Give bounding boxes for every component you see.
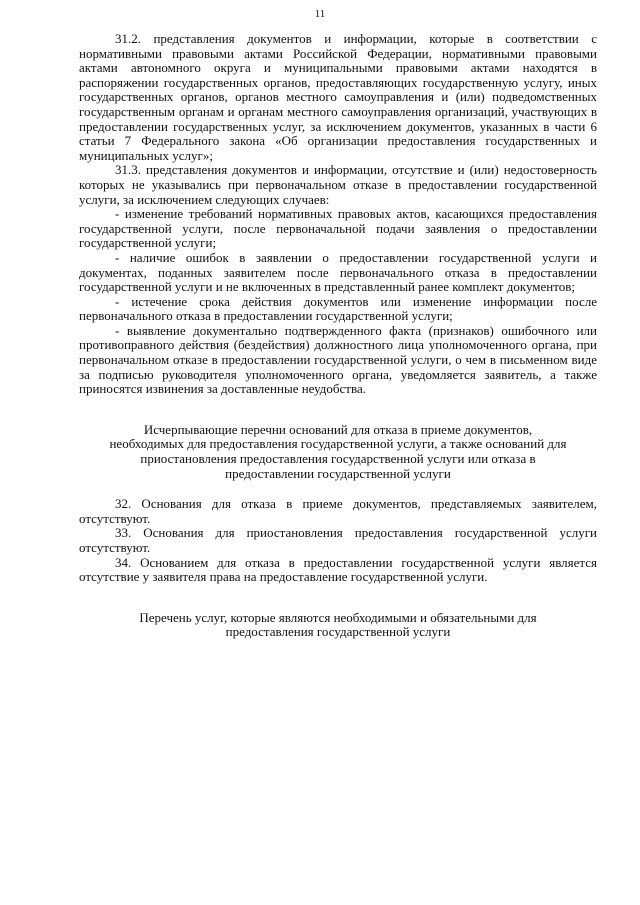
list-item: - наличие ошибок в заявлении о предоставлении государственной услуги и документах, поданных заявителем после первоначального отказа в предоставлении государственной услуги и не включенных в представленный ранее комплект документов; bbox=[79, 249, 597, 295]
section-heading-required-services bbox=[79, 611, 597, 640]
paragraph-34: 34. Основанием для отказа в предоставлении государственной услуги является отсутствие у заявителя права на предоставление государственной услуги. bbox=[79, 554, 597, 585]
list-item: - истечение срока действия документов или изменение информации после первоначального отказа в предоставлении государственной услуги; bbox=[79, 293, 597, 324]
heading-line: Исчерпывающие перечни оснований для отказа в приеме документов, bbox=[143, 421, 533, 437]
heading-line: предоставлении государственной услуги bbox=[225, 465, 451, 481]
paragraph-31-2: 31.2. представления документов и информации, которые в соответствии с нормативными правовыми актами Российской Федерации, нормативными правовыми актами автономного округа и муниципальными правовыми актами находятся в распоряжении государственных органов, предоставляющих государственную услугу, иных государственных органов, органов местного самоуправления и (или) подведомственных государственным органам и органам местного самоуправления организаций, участвующих в предоставлении государственных услуг, за исключением документов, указанных в части 6 статьи 7 Федерального закона «Об организации предоставления государственных и муниципальных услуг»; bbox=[79, 31, 597, 163]
heading-line: предоставления государственной услуги bbox=[225, 624, 451, 640]
section-heading-refusal-grounds bbox=[79, 423, 597, 481]
paragraph-31-3: 31.3. представления документов и информации, отсутствие и (или) недостоверность которых не указывались при первоначальном отказе в предоставлении государственной услуги, за исключением следующих случаев: bbox=[79, 162, 597, 207]
paragraph-32: 32. Основания для отказа в приеме документов, представляемых заявителем, отсутствуют. bbox=[79, 496, 597, 526]
list-item: - выявление документально подтвержденного факта (признаков) ошибочного или противоправного действия (бездействия) должностного лица уполномоченного органа, при первоначальном отказе в предоставлении государственной услуги, о чем в письменном виде за подписью руководителя уполномоченного органа, уведомляется заявитель, а также приносятся извинения за доставленные неудобства. bbox=[79, 322, 597, 397]
heading-line: Перечень услуг, которые являются необходимыми и обязательными для bbox=[139, 609, 537, 625]
list-item: - изменение требований нормативных правовых актов, касающихся предоставления государственной услуги, после первоначальной подачи заявления о предоставлении государственной услуги; bbox=[79, 206, 597, 251]
document-body bbox=[79, 32, 597, 640]
page-number: 11 bbox=[314, 8, 326, 20]
paragraph-33: 33. Основания для приостановления предоставления государственной услуги отсутствуют. bbox=[79, 525, 597, 555]
heading-line: необходимых для предоставления государственной услуги, а также оснований для bbox=[109, 436, 567, 452]
heading-line: приостановления предоставления государственной услуги или отказа в bbox=[140, 451, 536, 467]
